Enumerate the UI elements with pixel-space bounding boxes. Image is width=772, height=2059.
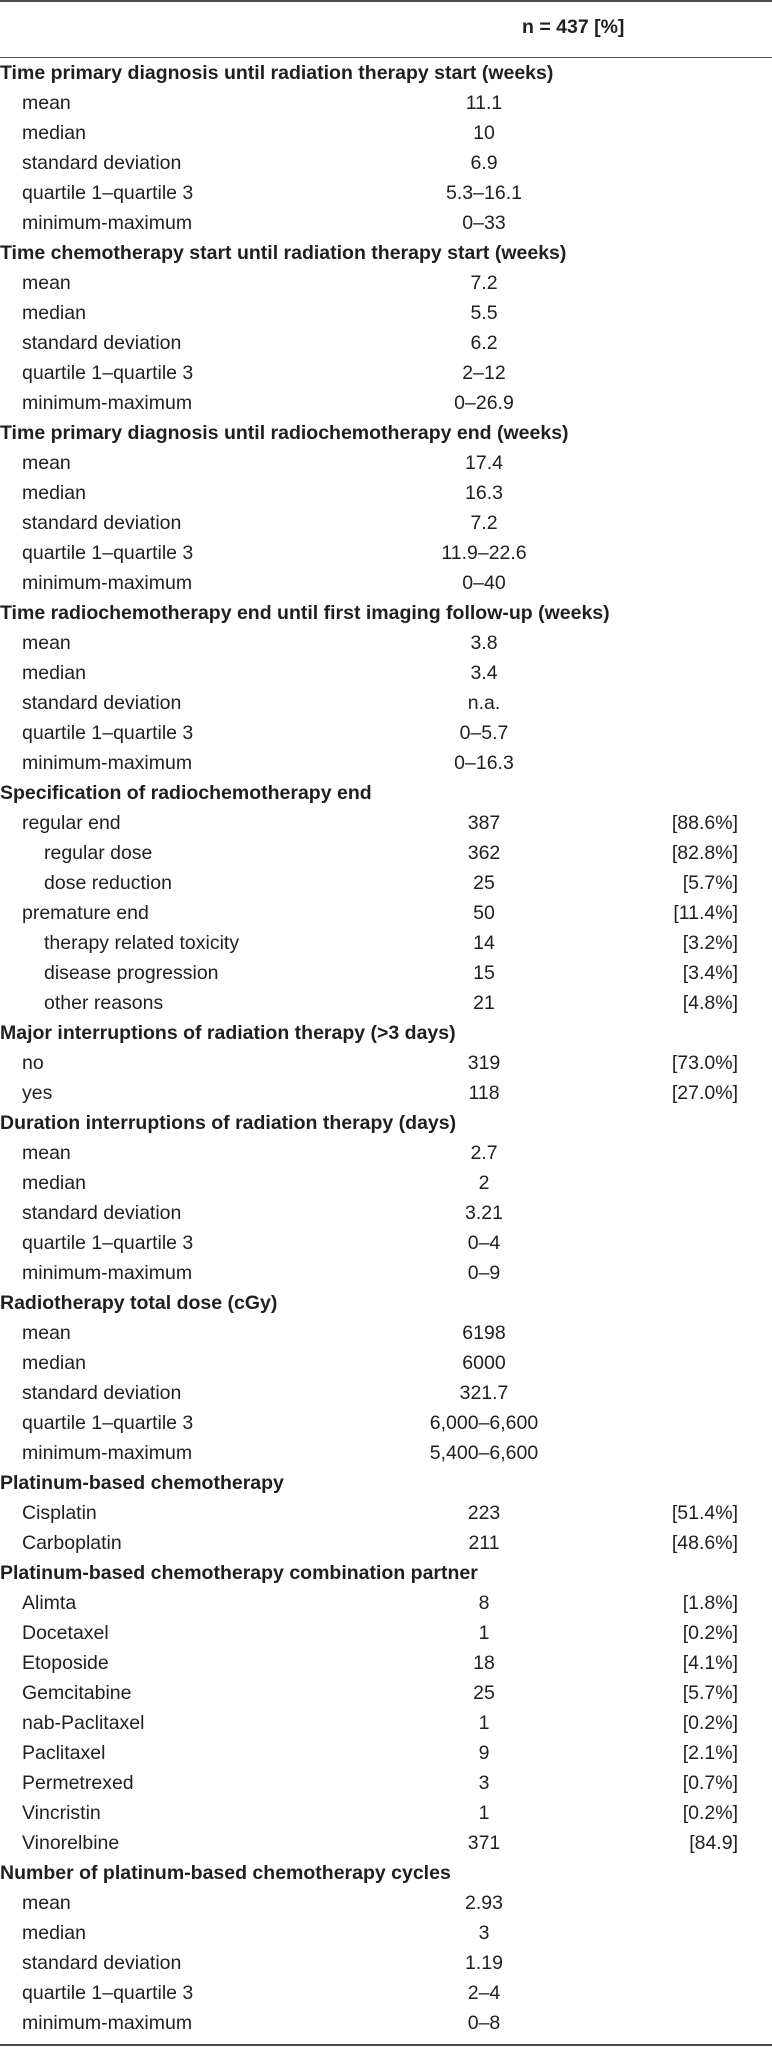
row-label: standard deviation (22, 332, 182, 354)
table-row (0, 1258, 772, 1288)
row-label: nab-Paclitaxel (22, 1712, 145, 1734)
row-label: minimum-maximum (22, 392, 193, 414)
row-value: 3 (478, 1922, 490, 1944)
row-value: 2 (478, 1172, 490, 1194)
table-row (0, 358, 772, 388)
row-label: mean (22, 1322, 71, 1344)
row-value: 5.3–16.1 (446, 182, 522, 204)
row-percentage: [5.7%] (682, 1682, 738, 1704)
table-row (0, 1978, 772, 2008)
row-value: 21 (473, 992, 495, 1014)
table-row (0, 748, 772, 778)
row-percentage: [82.8%] (671, 842, 738, 864)
row-value: 10 (473, 122, 495, 144)
row-percentage: [88.6%] (671, 812, 738, 834)
row-percentage: [5.7%] (682, 872, 738, 894)
row-label: quartile 1–quartile 3 (22, 362, 194, 384)
row-value: 11.9–22.6 (441, 542, 527, 564)
row-value: 25 (473, 872, 495, 894)
row-percentage: [48.6%] (671, 1532, 738, 1554)
row-label: dose reduction (44, 872, 172, 894)
row-value: 18 (473, 1652, 495, 1674)
row-value: 16.3 (465, 482, 503, 504)
row-label: quartile 1–quartile 3 (22, 1412, 194, 1434)
table-row (0, 1648, 772, 1678)
row-label: mean (22, 1142, 71, 1164)
table-row (0, 688, 772, 718)
row-value: 3.21 (465, 1202, 503, 1224)
row-label: median (22, 122, 86, 144)
row-value: 2.7 (470, 1142, 498, 1164)
row-label: quartile 1–quartile 3 (22, 1232, 194, 1254)
row-label: regular end (22, 812, 121, 834)
row-value: 6.9 (470, 152, 498, 174)
table-row (0, 1078, 772, 1108)
table-row (0, 628, 772, 658)
row-label: median (22, 1922, 86, 1944)
row-label: Gemcitabine (22, 1682, 132, 1704)
table-row (0, 1888, 772, 1918)
table-section (0, 238, 772, 418)
table-row (0, 1198, 772, 1228)
row-value: 0–9 (467, 1262, 501, 1284)
row-value: 1.19 (465, 1952, 503, 1974)
section-title: Number of platinum-based chemotherapy cycles (0, 1862, 451, 1884)
row-value: n.a. (467, 692, 501, 714)
row-label: minimum-maximum (22, 2012, 193, 2034)
row-label: other reasons (44, 992, 164, 1014)
table-section (0, 1018, 772, 1108)
table-row (0, 268, 772, 298)
row-label: Carboplatin (22, 1532, 122, 1554)
row-value: 0–4 (467, 1232, 501, 1254)
row-value: 0–5.7 (459, 722, 509, 744)
table-header (0, 0, 772, 58)
row-label: median (22, 482, 86, 504)
row-percentage: [2.1%] (682, 1742, 738, 1764)
table-row (0, 568, 772, 598)
row-percentage: [1.8%] (682, 1592, 738, 1614)
row-percentage: [3.4%] (682, 962, 738, 984)
table-row (0, 988, 772, 1018)
table-section (0, 1108, 772, 1288)
table-row (0, 1678, 772, 1708)
row-label: standard deviation (22, 512, 182, 534)
row-value: 1 (478, 1802, 490, 1824)
table-row (0, 898, 772, 928)
row-label: disease progression (44, 962, 219, 984)
table-row (0, 658, 772, 688)
table-row (0, 868, 772, 898)
row-value: 2–4 (467, 1982, 501, 2004)
row-value: 118 (468, 1082, 500, 1104)
row-value: 7.2 (470, 512, 498, 534)
row-value: 6000 (462, 1352, 506, 1374)
row-value: 8 (478, 1592, 490, 1614)
row-percentage: [4.8%] (682, 992, 738, 1014)
row-label: Vinorelbine (22, 1832, 120, 1854)
row-percentage: [0.7%] (682, 1772, 738, 1794)
table-row (0, 718, 772, 748)
row-label: Etoposide (22, 1652, 109, 1674)
row-value: 1 (478, 1622, 490, 1644)
table-row (0, 88, 772, 118)
table-row (0, 1618, 772, 1648)
row-value: 11.1 (465, 92, 503, 114)
table-section (0, 58, 772, 238)
table-row (0, 1828, 772, 1858)
row-label: mean (22, 632, 71, 654)
row-value: 7.2 (470, 272, 498, 294)
row-value: 14 (473, 932, 495, 954)
row-value: 2–12 (462, 362, 506, 384)
row-label: mean (22, 272, 71, 294)
section-title: Platinum-based chemotherapy (0, 1472, 284, 1494)
row-label: Permetrexed (22, 1772, 134, 1794)
row-value: 5,400–6,600 (429, 1442, 539, 1464)
row-value: 0–26.9 (454, 392, 514, 414)
table-row (0, 1048, 772, 1078)
row-value: 0–40 (462, 572, 506, 594)
row-percentage: [0.2%] (682, 1712, 738, 1734)
row-value: 3 (478, 1772, 490, 1794)
table-section (0, 1858, 772, 2038)
row-label: quartile 1–quartile 3 (22, 182, 194, 204)
section-title: Radiotherapy total dose (cGy) (0, 1292, 278, 1314)
row-value: 223 (467, 1502, 501, 1524)
table-row (0, 1168, 772, 1198)
row-value: 15 (473, 962, 495, 984)
table-row (0, 1798, 772, 1828)
table-section (0, 598, 772, 778)
row-label: Cisplatin (22, 1502, 97, 1524)
row-label: standard deviation (22, 152, 182, 174)
table-row (0, 118, 772, 148)
row-label: therapy related toxicity (44, 932, 240, 954)
row-label: Paclitaxel (22, 1742, 106, 1764)
row-value: 2.93 (465, 1892, 503, 1914)
table-row (0, 928, 772, 958)
row-value: 371 (467, 1832, 501, 1854)
row-value: 0–8 (467, 2012, 501, 2034)
table-row (0, 1408, 772, 1438)
table-row (0, 1348, 772, 1378)
row-percentage: [4.1%] (682, 1652, 738, 1674)
table-section (0, 778, 772, 1018)
row-percentage: [84.9] (689, 1832, 738, 1854)
row-label: mean (22, 1892, 71, 1914)
row-label: no (22, 1052, 44, 1074)
table-row (0, 478, 772, 508)
row-percentage: [0.2%] (682, 1802, 738, 1824)
row-label: median (22, 302, 86, 324)
table-body (0, 58, 772, 2038)
sample-size-header: n = 437 [%] (522, 16, 625, 38)
row-label: standard deviation (22, 1382, 182, 1404)
row-label: Alimta (22, 1592, 77, 1614)
row-value: 3.4 (470, 662, 498, 684)
row-value: 6.2 (470, 332, 498, 354)
row-label: standard deviation (22, 1202, 182, 1224)
row-label: minimum-maximum (22, 212, 193, 234)
row-label: quartile 1–quartile 3 (22, 722, 194, 744)
table-row (0, 1498, 772, 1528)
table-row (0, 808, 772, 838)
table-row (0, 1588, 772, 1618)
row-label: premature end (22, 902, 149, 924)
row-value: 0–33 (462, 212, 506, 234)
table-section (0, 1558, 772, 1858)
table-row (0, 1708, 772, 1738)
row-percentage: [0.2%] (682, 1622, 738, 1644)
row-value: 6198 (462, 1322, 506, 1344)
row-value: 211 (468, 1532, 500, 1554)
section-title: Major interruptions of radiation therapy (>3 days) (0, 1022, 456, 1044)
section-title: Time radiochemotherapy end until first imaging follow-up (weeks) (0, 602, 610, 624)
row-percentage: [27.0%] (671, 1082, 738, 1104)
table-row (0, 1528, 772, 1558)
row-label: yes (22, 1082, 53, 1104)
row-label: minimum-maximum (22, 572, 193, 594)
table-section (0, 1288, 772, 1468)
table-row (0, 2008, 772, 2038)
table-row (0, 1318, 772, 1348)
table-row (0, 1738, 772, 1768)
row-label: median (22, 1172, 86, 1194)
row-value: 362 (467, 842, 501, 864)
row-value: 387 (467, 812, 501, 834)
table-row (0, 1948, 772, 1978)
row-value: 17.4 (465, 452, 503, 474)
row-label: standard deviation (22, 692, 182, 714)
section-title: Platinum-based chemotherapy combination partner (0, 1562, 478, 1584)
bottom-rule (0, 2044, 772, 2046)
row-value: 0–16.3 (454, 752, 514, 774)
section-title: Time primary diagnosis until radiation therapy start (weeks) (0, 62, 554, 84)
table-row (0, 508, 772, 538)
row-label: quartile 1–quartile 3 (22, 1982, 194, 2004)
table-row (0, 1228, 772, 1258)
row-label: Vincristin (22, 1802, 101, 1824)
row-value: 319 (467, 1052, 501, 1074)
table-section (0, 418, 772, 598)
row-label: median (22, 1352, 86, 1374)
table-row (0, 838, 772, 868)
table-row (0, 328, 772, 358)
row-label: minimum-maximum (22, 1262, 193, 1284)
table-row (0, 1138, 772, 1168)
row-label: standard deviation (22, 1952, 182, 1974)
section-title: Specification of radiochemotherapy end (0, 782, 372, 804)
table-row (0, 1438, 772, 1468)
row-label: mean (22, 452, 71, 474)
row-value: 25 (473, 1682, 495, 1704)
row-label: minimum-maximum (22, 752, 193, 774)
row-percentage: [51.4%] (671, 1502, 738, 1524)
section-title: Time primary diagnosis until radiochemotherapy end (weeks) (0, 422, 569, 444)
row-percentage: [11.4%] (673, 902, 738, 924)
section-title: Duration interruptions of radiation therapy (days) (0, 1112, 457, 1134)
table-row (0, 298, 772, 328)
row-label: quartile 1–quartile 3 (22, 542, 194, 564)
section-title: Time chemotherapy start until radiation therapy start (weeks) (0, 242, 567, 264)
row-value: 5.5 (470, 302, 498, 324)
row-label: mean (22, 92, 71, 114)
row-value: 3.8 (470, 632, 498, 654)
row-percentage: [3.2%] (682, 932, 738, 954)
row-value: 1 (478, 1712, 490, 1734)
table-section (0, 1468, 772, 1558)
table-row (0, 178, 772, 208)
table-row (0, 388, 772, 418)
row-label: Docetaxel (22, 1622, 109, 1644)
row-value: 6,000–6,600 (429, 1412, 539, 1434)
row-percentage: [73.0%] (671, 1052, 738, 1074)
table-row (0, 1768, 772, 1798)
row-label: regular dose (44, 842, 153, 864)
table-row (0, 148, 772, 178)
row-label: minimum-maximum (22, 1442, 193, 1464)
table-row (0, 1918, 772, 1948)
row-value: 9 (478, 1742, 490, 1764)
table-row (0, 538, 772, 568)
table-row (0, 958, 772, 988)
row-value: 50 (473, 902, 495, 924)
table-row (0, 1378, 772, 1408)
table-row (0, 208, 772, 238)
table-row (0, 448, 772, 478)
row-value: 321.7 (459, 1382, 509, 1404)
row-label: median (22, 662, 86, 684)
